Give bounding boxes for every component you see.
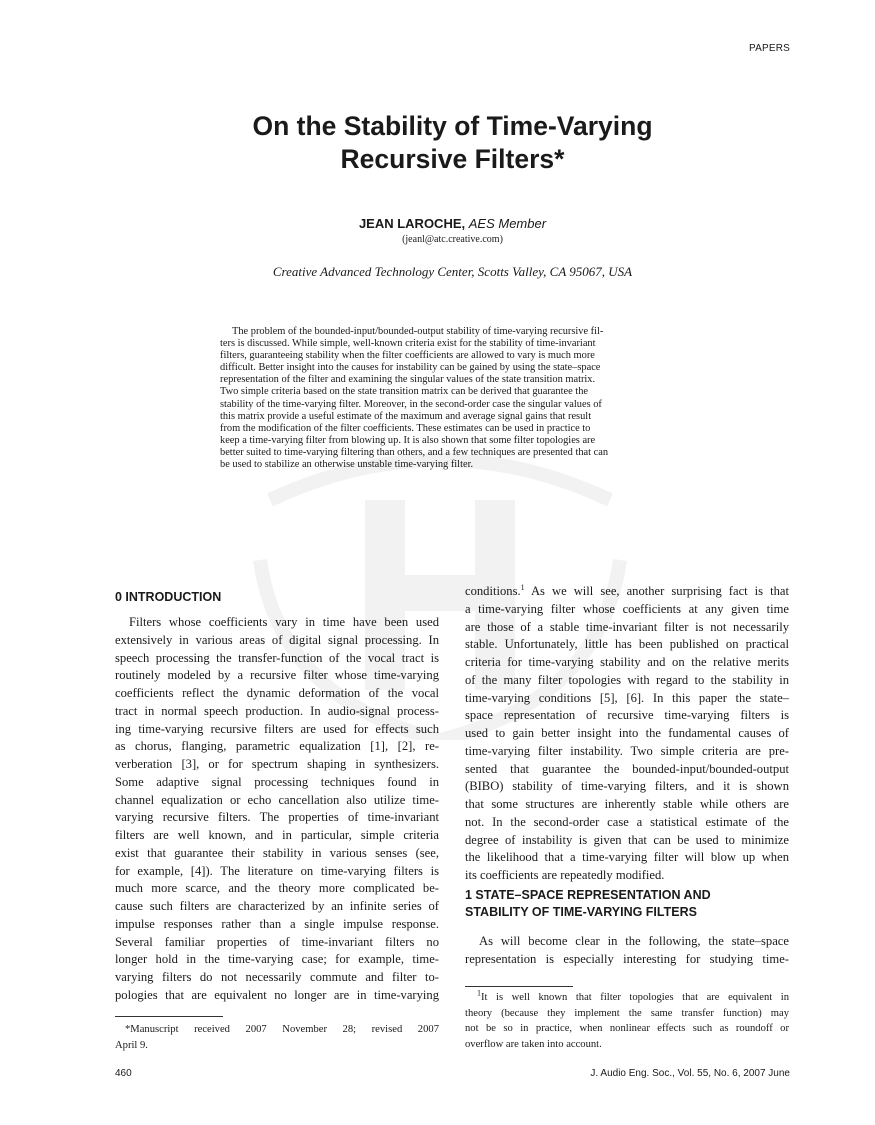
abstract-line: ters is discussed. While simple, well-known criteria exist for the stability of time-invariant [220, 338, 596, 350]
body-line: for example, [4]). The literature on time-varying filters is [115, 863, 439, 878]
paper-title-line: Recursive Filters* [340, 144, 565, 174]
body-line: (BIBO) stability of time-varying filters, and it is shown [465, 779, 789, 794]
body-line: much more scarce, and the theory more complicated be- [115, 881, 439, 896]
body-line: as chorus, flanging, parametric equalization [1], [2], re- [115, 739, 439, 754]
body-line: impulse responses rather than a single impulse response. [115, 916, 439, 931]
section1-heading-line: STABILITY OF TIME-VARYING FILTERS [465, 905, 697, 919]
body-line: tract in normal speech production. In audio-signal process- [115, 703, 439, 718]
body-text: As we will see, another surprising fact is that [524, 584, 789, 598]
journal-citation: J. Audio Eng. Soc., Vol. 55, No. 6, 2007 June [590, 1068, 790, 1079]
body-line: not. In the second-order case a statistical estimate of the [465, 814, 789, 829]
body-line: criteria for time-varying stability and on the relative merits [465, 655, 789, 669]
paper-title-line: On the Stability of Time-Varying [252, 111, 653, 141]
body-line: that some structures are inherently stable while others are [465, 797, 789, 811]
section1-heading [465, 887, 795, 921]
body-line: As will become clear in the following, the state–space [479, 934, 789, 948]
body-line: ing time-varying recursive filters are used for effects such [115, 721, 439, 736]
body-line: extensively in various areas of digital signal processing. In [115, 632, 439, 647]
abstract-line: stability of the time-varying filter. Moreover, in the second-order case the singular values of [220, 398, 602, 410]
body-line: its coefficients are repeatedly modified. [465, 868, 665, 882]
footnote-line: not be so in practice, when nonlinear effects such as roundoff or [465, 1023, 789, 1035]
body-line: the likelihood that a time-varying filter will blow up when [465, 850, 789, 865]
body-line: coefficients reflect the dynamic deformation of the vocal [115, 686, 439, 700]
body-line: used to gain better insight into the fundamental causes of [465, 726, 789, 740]
section1-heading-line: 1 STATE–SPACE REPRESENTATION AND [465, 888, 711, 902]
author-line [100, 216, 805, 231]
body-line: Filters whose coefficients vary in time have been used [129, 615, 439, 629]
section1-body [465, 933, 789, 969]
body-line: filters are well known, and in particular, simple criteria [115, 828, 439, 842]
author-role: AES Member [468, 216, 547, 231]
abstract-line: keep a time-varying filter from blowing up. It is also shown that some filter topologies are [220, 434, 596, 446]
body-line: verberation [3], or for spectrum shaping in synthesizers. [115, 757, 439, 771]
footnote-mark: 1 [477, 988, 481, 998]
body-line: speech processing the transfer-function of the vocal tract is [115, 650, 439, 665]
paper-title [100, 110, 805, 176]
intro-right-column [465, 583, 789, 885]
body-line: time-varying filter instability. Two simple criteria are pre- [465, 743, 789, 758]
body-line: longer hold in the time-varying case; for example, time- [115, 952, 439, 967]
abstract-line: filters, guaranteeing stability when the filter coefficients are allowed to vary is much more [220, 350, 595, 362]
body-line: stable. Unfortunately, little has been published on practical [465, 637, 789, 652]
affiliation: Creative Advanced Technology Center, Scotts Valley, CA 95067, USA [272, 264, 633, 279]
footnote-line: overflow are taken into account. [465, 1038, 602, 1050]
footnote-line: April 9. [115, 1039, 148, 1051]
body-text: conditions. [465, 584, 521, 598]
body-line: Some adaptive signal processing techniques found in [115, 774, 439, 789]
footnote-divider [115, 1016, 223, 1017]
body-line: sented that guarantee the bounded-input/bounded-output [465, 761, 789, 776]
body-line: representation is especially interesting for studying time- [465, 951, 789, 966]
section-label: PAPERS [748, 43, 790, 54]
abstract-line: representation of the filter and examining the singular values of the state transition matrix. [220, 374, 596, 386]
footnote-1 [465, 990, 789, 1052]
body-line: degree of instability is given that can be used to minimize [465, 832, 789, 847]
footnote-divider [465, 986, 573, 987]
body-line: varying recursive filters. The properties of time-invariant [115, 810, 439, 825]
intro-left-column [115, 614, 439, 1005]
body-line: exist that guarantee their stability in various senses (see, [115, 845, 439, 860]
manuscript-footnote [115, 1022, 439, 1053]
body-line: pologies that are equivalent no longer are in time-varying [115, 987, 439, 1002]
body-line: routinely modeled by a recursive filter whose time-varying [115, 668, 439, 683]
body-line: Several familiar properties of time-invariant filters no [115, 934, 439, 949]
body-line: varying filters do not necessarily commute and filter to- [115, 970, 439, 984]
page-number: 460 [115, 1068, 132, 1079]
body-line: space representation of recursive time-varying filters is [465, 708, 789, 723]
abstract-line: Two simple criteria based on the state transition matrix can be derived that guarantee the [220, 386, 589, 398]
abstract-line: this matrix provide a useful estimate of the maximum and average signal gains that result [220, 410, 592, 422]
body-line: of the many filter topologies with regard to the stability in [465, 672, 789, 687]
body-line: a time-varying filter whose coefficients at any given time [465, 601, 789, 616]
footnote-line: theory (because they implement the same transfer function) may [465, 1007, 789, 1019]
abstract-line: difficult. Better insight into the causes for instability can be gained by using the state–space [220, 362, 601, 374]
abstract [220, 326, 685, 471]
author-name: JEAN LAROCHE, [358, 216, 466, 231]
body-line: channel equalization or echo cancellation also utilize time- [115, 792, 439, 807]
abstract-line: better suited to time-varying filtering than others, and a few techniques are presented that can [220, 446, 609, 458]
body-line: cause such filters are characterized by an infinite series of [115, 899, 439, 913]
footnote-text: It is well known that filter topologies that are equivalent in [481, 992, 789, 1003]
body-line: are those of a stable time-invariant filter is not necessarily [465, 619, 789, 634]
author-email: (jeanl@atc.creative.com) [402, 234, 503, 245]
abstract-line: be used to stabilize an otherwise unstable time-varying filter. [220, 459, 474, 471]
abstract-line: The problem of the bounded-input/bounded-output stability of time-varying recursive fil- [232, 326, 604, 337]
footnote-mark: 1 [520, 582, 525, 592]
body-line: time-varying conditions [5], [6]. In this paper the state– [465, 690, 789, 705]
intro-heading: 0 INTRODUCTION [115, 590, 222, 604]
footnote-line [465, 990, 789, 1006]
body-line [465, 583, 789, 601]
footnote-line: *Manuscript received 2007 November 28; revised 2007 [125, 1024, 439, 1035]
abstract-line: from the modification of the filter coefficients. These estimates can be used in practice to [220, 422, 591, 434]
